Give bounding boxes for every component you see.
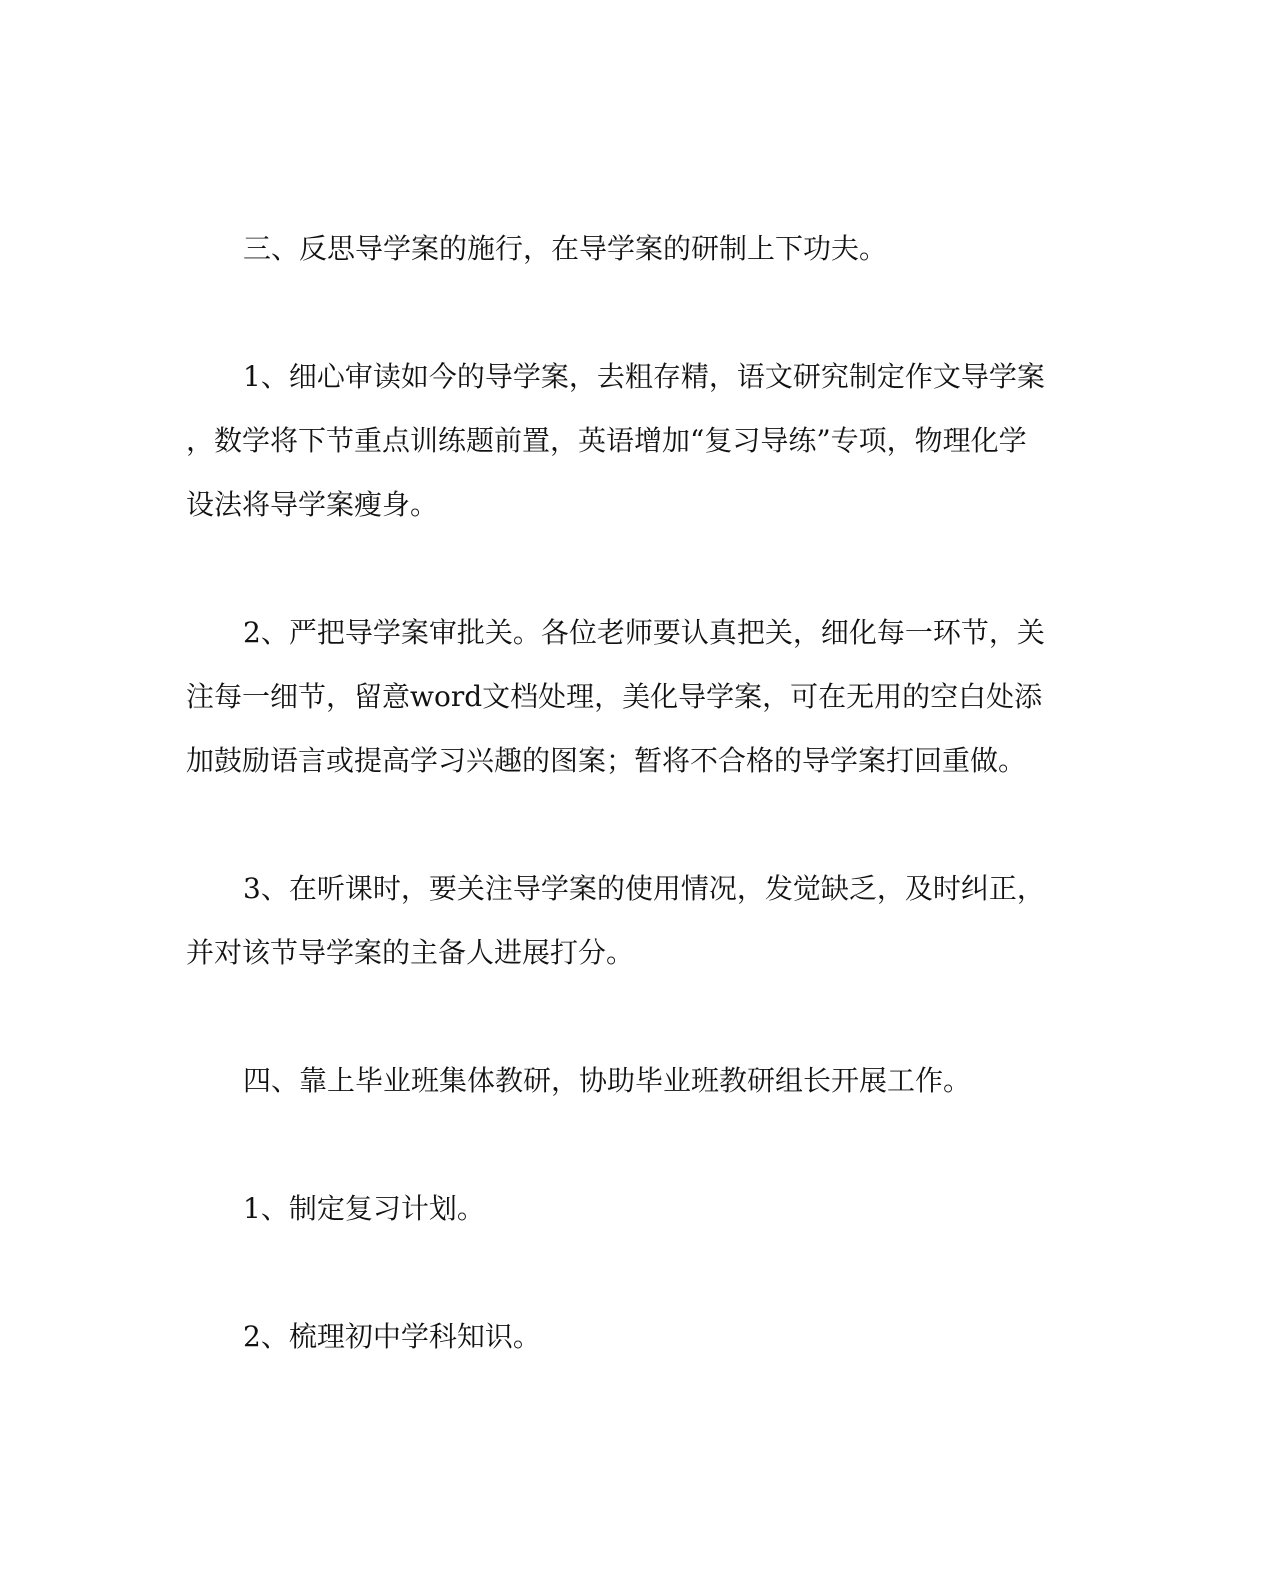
paragraph-item-2	[186, 601, 1066, 793]
paragraph-line: 3、在听课时，要关注导学案的使用情况，发觉缺乏，及时纠正，	[243, 872, 1045, 905]
section-heading-4	[186, 1049, 1066, 1113]
paragraph-line: 2、梳理初中学科知识。	[243, 1320, 541, 1353]
paragraph-item-1	[186, 345, 1066, 537]
section-heading-3	[186, 217, 1066, 281]
paragraph-line: 1、细心审读如今的导学案，去粗存精，语文研究制定作文导学案	[243, 360, 1045, 393]
paragraph-line: 三、反思导学案的施行，在导学案的研制上下功夫。	[243, 232, 888, 265]
paragraph-line: 设法将导学案瘦身。	[186, 488, 439, 521]
paragraph-line: 注每一细节，留意word文档处理，美化导学案，可在无用的空白处添	[186, 680, 1043, 713]
paragraph-line: 并对该节导学案的主备人进展打分。	[186, 936, 635, 969]
paragraph-item-3	[186, 857, 1066, 985]
paragraph-line: 加鼓励语言或提高学习兴趣的图案；暂将不合格的导学案打回重做。	[186, 744, 1027, 777]
paragraph-item-4-2	[186, 1305, 1066, 1369]
paragraph-line: ，数学将下节重点训练题前置，英语增加“复习导练”专项，物理化学	[186, 424, 1027, 457]
paragraph-item-4-1	[186, 1177, 1066, 1241]
paragraph-line: 四、靠上毕业班集体教研，协助毕业班教研组长开展工作。	[243, 1064, 972, 1097]
paragraph-line: 1、制定复习计划。	[243, 1192, 485, 1225]
paragraph-line: 2、严把导学案审批关。各位老师要认真把关，细化每一环节，关	[243, 616, 1045, 649]
